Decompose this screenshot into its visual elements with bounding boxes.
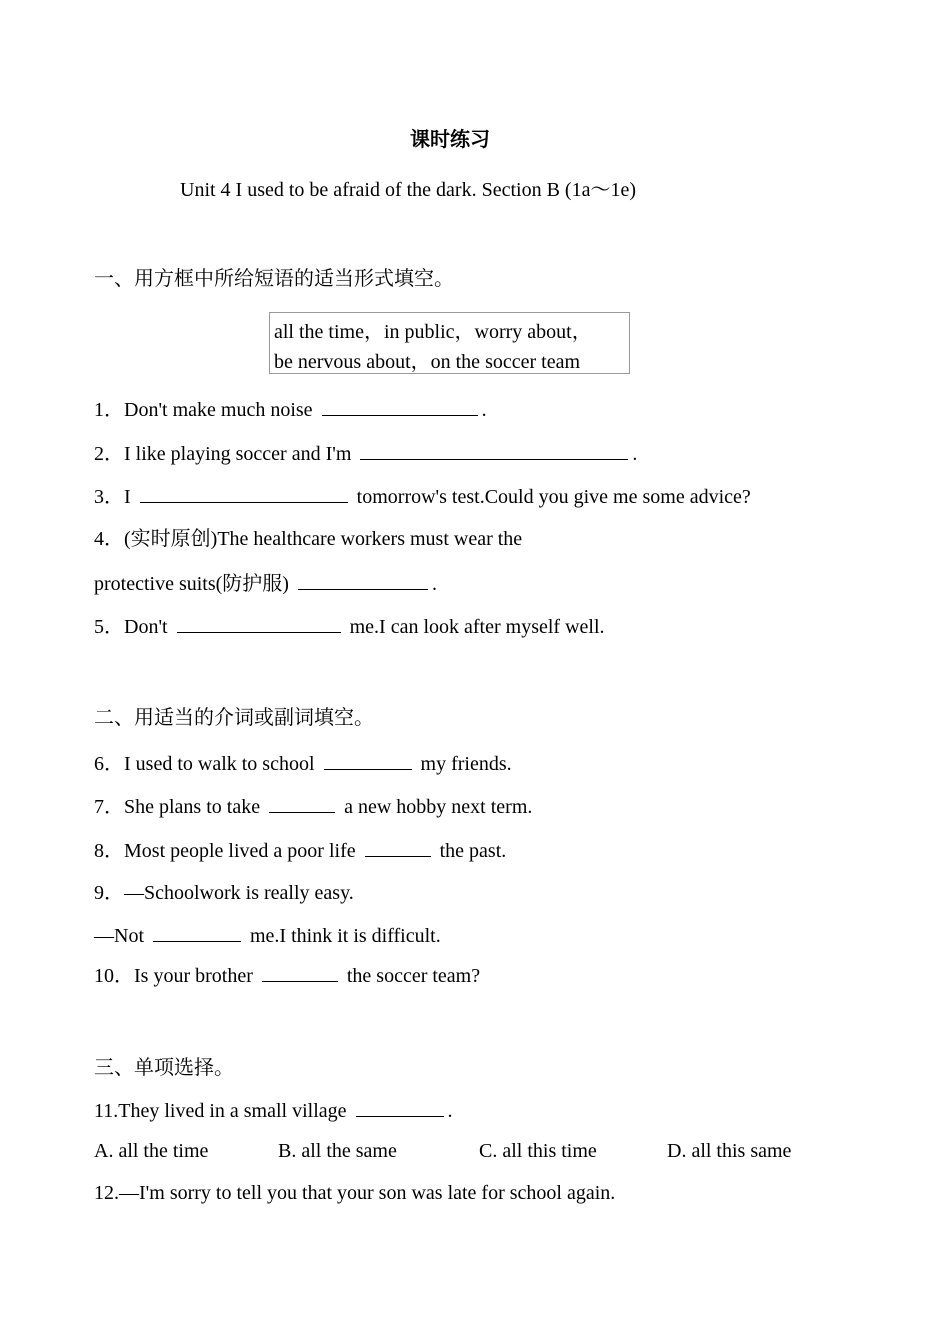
- question-6: [94, 751, 512, 776]
- option-d[interactable]: D. all this same: [667, 1140, 792, 1162]
- question-2-end: .: [632, 443, 638, 465]
- question-8-text: 8．Most people lived a poor life: [94, 840, 356, 862]
- question-7: [94, 794, 532, 819]
- answer-blank-2[interactable]: [360, 441, 628, 460]
- question-3-end: tomorrow's test.Could you give me some advice?: [356, 486, 751, 508]
- question-3-text: 3．I: [94, 486, 131, 508]
- question-11-end: .: [447, 1100, 453, 1122]
- question-10: [94, 963, 480, 988]
- question-11: [94, 1098, 453, 1123]
- question-10-text: 10．Is your brother: [94, 965, 253, 987]
- phrase-box-line-2: be nervous about，on the soccer team: [274, 351, 581, 373]
- phrase-box-line-1: all the time，in public，worry about，: [274, 321, 592, 343]
- question-10-end: the soccer team?: [346, 965, 481, 987]
- question-2: [94, 441, 637, 466]
- question-4-end: .: [431, 573, 437, 595]
- answer-blank-3[interactable]: [140, 484, 348, 503]
- question-1: [94, 397, 487, 422]
- answer-blank-1[interactable]: [322, 397, 478, 416]
- question-8: [94, 838, 506, 863]
- question-4-line-1: 4．(实时原创)The healthcare workers must wear the: [94, 528, 523, 550]
- question-7-end: a new hobby next term.: [344, 796, 533, 818]
- question-9-end: me.I think it is difficult.: [250, 925, 441, 947]
- answer-blank-9[interactable]: [153, 923, 241, 942]
- answer-blank-10[interactable]: [262, 963, 338, 982]
- page-title: 课时练习: [410, 129, 490, 151]
- question-8-end: the past.: [439, 840, 507, 862]
- question-9: [94, 923, 441, 948]
- answer-blank-7[interactable]: [269, 794, 335, 813]
- question-9-text: —Not: [94, 925, 144, 947]
- question-5: [94, 614, 605, 639]
- option-c[interactable]: C. all this time: [479, 1140, 597, 1162]
- question-5-text: 5．Don't: [94, 616, 168, 638]
- option-b[interactable]: B. all the same: [278, 1140, 397, 1162]
- answer-blank-4[interactable]: [298, 571, 428, 590]
- answer-blank-5[interactable]: [177, 614, 341, 633]
- question-1-text: 1．Don't make much noise: [94, 399, 313, 421]
- section-2-heading: 二、用适当的介词或副词填空。: [94, 707, 374, 729]
- question-2-text: 2．I like playing soccer and I'm: [94, 443, 352, 465]
- question-11-text: 11.They lived in a small village: [94, 1100, 347, 1122]
- question-1-end: .: [481, 399, 487, 421]
- question-6-text: 6．I used to walk to school: [94, 753, 315, 775]
- question-4-text: protective suits(防护服): [94, 573, 289, 595]
- page-subtitle: Unit 4 I used to be afraid of the dark. Section B (1a～1e): [180, 179, 636, 201]
- question-12: 12.—I'm sorry to tell you that your son was late for school again.: [94, 1182, 616, 1204]
- question-6-end: my friends.: [420, 753, 512, 775]
- question-9-line-1: 9．—Schoolwork is really easy.: [94, 882, 354, 904]
- question-3: [94, 484, 751, 509]
- question-11-options: [94, 1139, 854, 1163]
- phrase-box: [269, 312, 630, 374]
- section-3-heading: 三、单项选择。: [94, 1057, 234, 1079]
- answer-blank-8[interactable]: [365, 838, 431, 857]
- question-4: [94, 571, 437, 596]
- answer-blank-11[interactable]: [356, 1098, 444, 1117]
- section-1-heading: 一、用方框中所给短语的适当形式填空。: [94, 268, 454, 290]
- answer-blank-6[interactable]: [324, 751, 412, 770]
- option-a[interactable]: A. all the time: [94, 1140, 209, 1162]
- question-5-end: me.I can look after myself well.: [349, 616, 605, 638]
- question-7-text: 7．She plans to take: [94, 796, 261, 818]
